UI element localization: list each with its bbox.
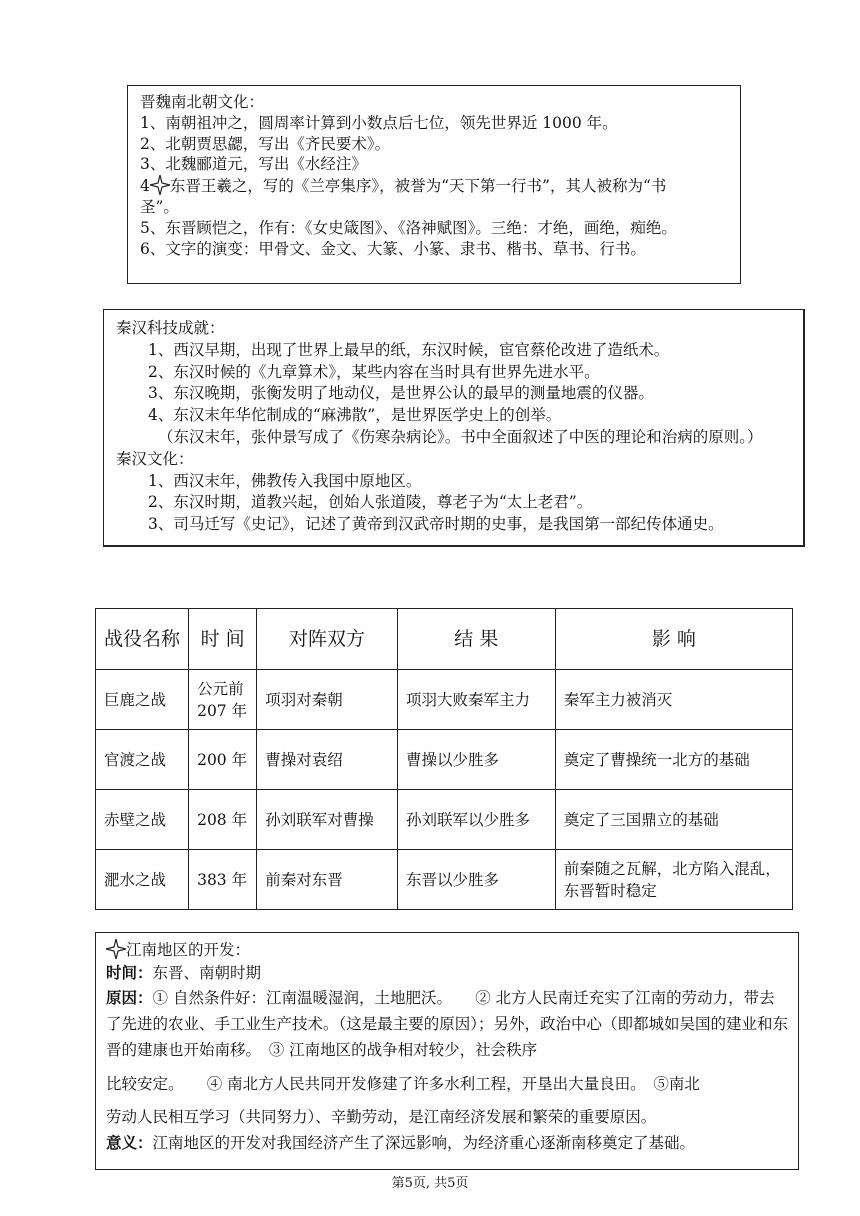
table-cell: 383 年 bbox=[189, 850, 257, 910]
battles-table bbox=[95, 608, 793, 910]
jin-item-text: 东晋王羲之，写的《兰亭集序》，被誉为“天下第一行书”，其人被称为“书 bbox=[169, 177, 667, 196]
header-cell: 结 果 bbox=[397, 609, 555, 670]
table-cell: 孙刘联军以少胜多 bbox=[397, 790, 555, 850]
meaning-label: 意义： bbox=[106, 1132, 153, 1152]
jin-item: 6、文字的演变：甲骨文、金文、大篆、小篆、隶书、楷书、草书、行书。 bbox=[140, 239, 646, 258]
table-cell: 巨鹿之战 bbox=[96, 670, 189, 730]
table-cell: 淝水之战 bbox=[96, 850, 189, 910]
jiangnan-time bbox=[106, 961, 788, 985]
reason-line: 比较安定。 ④ 南北方人民共同开发修建了许多水利工程，开垦出大量良田。 ⑤南北 bbox=[106, 1074, 700, 1093]
time-label: 时间： bbox=[106, 962, 153, 982]
jiangnan-reason bbox=[106, 985, 788, 1063]
header-cell: 影 响 bbox=[555, 609, 792, 670]
table-cell: 曹操对袁绍 bbox=[257, 730, 398, 790]
qinhan-tech-item: 2、东汉时候的《九章算术》，某些内容在当时具有世界先进水平。 bbox=[148, 362, 600, 381]
jin-item: 3、北魏郦道元，写出《水经注》 bbox=[140, 155, 367, 174]
jiangnan-meaning bbox=[106, 1132, 788, 1154]
table-cell: 200 年 bbox=[189, 730, 257, 790]
jin-title: 晋魏南北朝文化： bbox=[140, 93, 265, 111]
time-value: 东晋、南朝时期 bbox=[152, 963, 262, 982]
header-cell: 战役名称 bbox=[96, 609, 189, 670]
table-row bbox=[96, 670, 793, 730]
table-cell: 奠定了三国鼎立的基础 bbox=[555, 790, 792, 850]
qinhan-tech-title: 秦汉科技成就： bbox=[116, 319, 225, 337]
table-row bbox=[96, 730, 793, 790]
qinhan-culture-item: 3、司马迁写《史记》，记述了黄帝到汉武帝时期的史事，是我国第一部纪传体通史。 bbox=[148, 515, 724, 534]
jin-item: 1、南朝祖冲之，圆周率计算到小数点后七位，领先世界近 1000 年。 bbox=[140, 113, 618, 132]
table-cell: 208 年 bbox=[189, 790, 257, 850]
jin-item: 5、东晋顾恺之，作有：《女史箴图》、《洛神赋图》。三绝：才绝，画绝，痴绝。 bbox=[140, 218, 677, 237]
table-cell: 赤壁之战 bbox=[96, 790, 189, 850]
qinhan-culture-title: 秦汉文化： bbox=[116, 449, 194, 468]
table-cell: 孙刘联军对曹操 bbox=[257, 790, 398, 850]
table-cell: 前秦随之瓦解，北方陷入混乱，东晋暂时稳定 bbox=[555, 850, 792, 910]
reason-line: 劳动人民相互学习（共同努力）、辛勤劳动，是江南经济发展和繁荣的重要原因。 bbox=[106, 1107, 657, 1126]
table-cell: 项羽大败秦军主力 bbox=[397, 670, 555, 730]
jin-item: 2、北朝贾思勰，写出《齐民要术》。 bbox=[140, 134, 391, 153]
reason-text: ① 自然条件好：江南温暖湿润，土地肥沃。 ② 北方人民南迁充实了江南的劳动力，带去了先进的农业、手工业生产技术。（这是最主要的原因）；另外，政治中心（即都城如吴国的建业和东晋的建康也开始南移。 ③ 江南地区的战争相对较少，社会秩序 bbox=[106, 988, 789, 1059]
jiangnan-box bbox=[95, 932, 799, 1170]
jin-item bbox=[140, 175, 740, 197]
qinhan-tech-item: 1、西汉早期，出现了世界上最早的纸，东汉时候，宦官蔡伦改进了造纸术。 bbox=[148, 340, 670, 359]
qinhan-culture-item: 1、西汉末年，佛教传入我国中原地区。 bbox=[148, 471, 422, 490]
qinhan-tech-note: （东汉末年，张仲景写成了《伤寒杂病论》。书中全面叙述了中医的理论和治病的原则。） bbox=[158, 427, 763, 446]
qinhan-box bbox=[103, 309, 805, 547]
jin-culture-box bbox=[127, 85, 741, 284]
table-cell: 前秦对东晋 bbox=[257, 850, 398, 910]
table-cell: 曹操以少胜多 bbox=[397, 730, 555, 790]
table-cell: 东晋以少胜多 bbox=[397, 850, 555, 910]
qinhan-tech-item: 4、东汉末年华佗制成的“麻沸散”，是世界医学史上的创举。 bbox=[148, 406, 562, 425]
jin-item-number: 4 bbox=[140, 177, 150, 196]
jiangnan-title-line bbox=[106, 939, 788, 961]
header-cell: 对阵双方 bbox=[257, 609, 398, 670]
table-cell: 秦军主力被消灭 bbox=[555, 670, 792, 730]
four-point-star-icon bbox=[106, 939, 126, 959]
jiangnan-title: 江南地区的开发： bbox=[126, 941, 251, 959]
four-point-star-icon bbox=[150, 175, 170, 195]
header-cell: 时 间 bbox=[189, 609, 257, 670]
jin-item: 圣”。 bbox=[140, 197, 179, 216]
qinhan-culture-item: 2、东汉时期，道教兴起，创始人张道陵，尊老子为“太上老君”。 bbox=[148, 493, 593, 512]
table-header-row bbox=[96, 609, 793, 670]
table-cell: 公元前 207 年 bbox=[189, 670, 257, 730]
meaning-value: 江南地区的开发对我国经济产生了深远影响，为经济重心逐渐南移奠定了基础。 bbox=[152, 1133, 696, 1152]
table-cell: 官渡之战 bbox=[96, 730, 189, 790]
table-row bbox=[96, 850, 793, 910]
page-footer: 第5页, 共5页 bbox=[391, 1176, 469, 1191]
qinhan-tech-item: 3、东汉晚期，张衡发明了地动仪，是世界公认的最早的测量地震的仪器。 bbox=[148, 384, 654, 403]
table-row bbox=[96, 790, 793, 850]
reason-label: 原因： bbox=[106, 987, 153, 1007]
table-cell: 奠定了曹操统一北方的基础 bbox=[555, 730, 792, 790]
table-cell: 项羽对秦朝 bbox=[257, 670, 398, 730]
